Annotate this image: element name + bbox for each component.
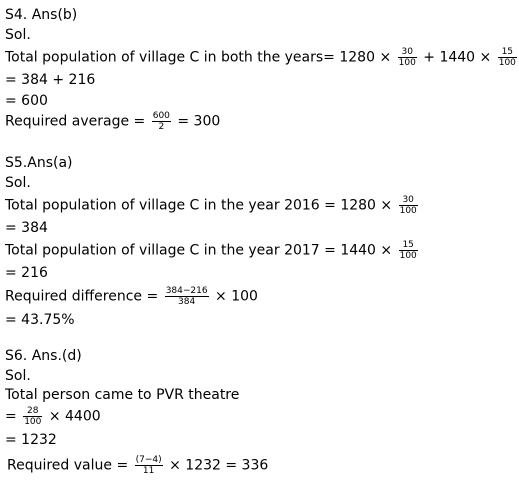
s4-average-label: Required average = [5, 113, 146, 130]
s4-line-average [5, 111, 220, 132]
s5-2017-den: 100 [399, 251, 417, 261]
s6-times-4400: × 4400 [48, 408, 101, 425]
s5-difference-label: Required difference = [5, 288, 159, 305]
s6-required-num: (7−4) [135, 455, 162, 465]
s6-line-total-person: Total person came to PVR theatre [5, 387, 240, 403]
s5-line-384: = 384 [5, 220, 48, 236]
s4-average-result: = 300 [177, 113, 221, 130]
s6-required-label: Required value = [7, 457, 129, 474]
s6-percent-fraction [23, 406, 42, 427]
s6-equals: = [5, 408, 17, 425]
s5-line-216: = 216 [5, 265, 48, 281]
s6-sol-label: Sol. [5, 368, 31, 384]
s6-percent-num: 28 [23, 406, 42, 417]
s5-2016-num: 30 [399, 195, 418, 206]
s4-line1-text: Total population of village C in both the years= 1280 × [5, 49, 392, 66]
s4-fraction-2 [498, 47, 517, 68]
s5-line-difference [5, 286, 258, 307]
s6-percent-den: 100 [24, 417, 42, 427]
s5-sol-label: Sol. [5, 175, 31, 191]
s4-fraction-1-num: 30 [398, 47, 417, 58]
s5-2016-den: 100 [399, 206, 417, 216]
s5-2016-fraction [399, 195, 418, 216]
s4-line1-mid: + 1440 × [423, 49, 492, 66]
s5-2016-text: Total population of village C in the year 2016 = 1280 × [5, 197, 393, 214]
s4-fraction-2-den: 100 [498, 58, 516, 68]
s5-line-2017 [5, 240, 420, 261]
s6-line-fraction [5, 406, 101, 427]
s4-fraction-1 [398, 47, 417, 68]
s6-required-den: 11 [142, 466, 155, 476]
s5-2017-num: 15 [399, 240, 418, 251]
s4-average-den: 2 [158, 122, 165, 132]
s4-sol-label: Sol. [5, 27, 31, 43]
s6-line-1232: = 1232 [5, 432, 57, 448]
s4-heading: S4. Ans(b) [5, 7, 78, 23]
s4-line-total-population [5, 47, 519, 68]
s4-fraction-2-num: 15 [498, 47, 517, 58]
s4-line-result: = 600 [5, 93, 48, 109]
s6-required-fraction [135, 455, 163, 476]
s4-fraction-1-den: 100 [398, 58, 416, 68]
s4-line-sum: = 384 + 216 [5, 72, 96, 88]
s5-2017-fraction [399, 240, 418, 261]
s5-difference-num: 384−216 [165, 286, 208, 296]
s5-difference-den: 384 [178, 297, 196, 307]
s4-average-fraction [152, 111, 171, 132]
s5-line-2016 [5, 195, 420, 216]
s6-line-required-value [7, 455, 268, 476]
s5-heading: S5.Ans(a) [5, 155, 73, 171]
s5-line-percent: = 43.75% [5, 312, 75, 328]
s5-difference-fraction [165, 286, 209, 307]
s4-average-num: 600 [152, 111, 170, 121]
s6-required-result: × 1232 = 336 [169, 457, 269, 474]
s5-difference-times: × 100 [215, 288, 258, 305]
s6-heading: S6. Ans.(d) [5, 348, 82, 364]
s5-2017-text: Total population of village C in the year 2017 = 1440 × [5, 242, 393, 259]
